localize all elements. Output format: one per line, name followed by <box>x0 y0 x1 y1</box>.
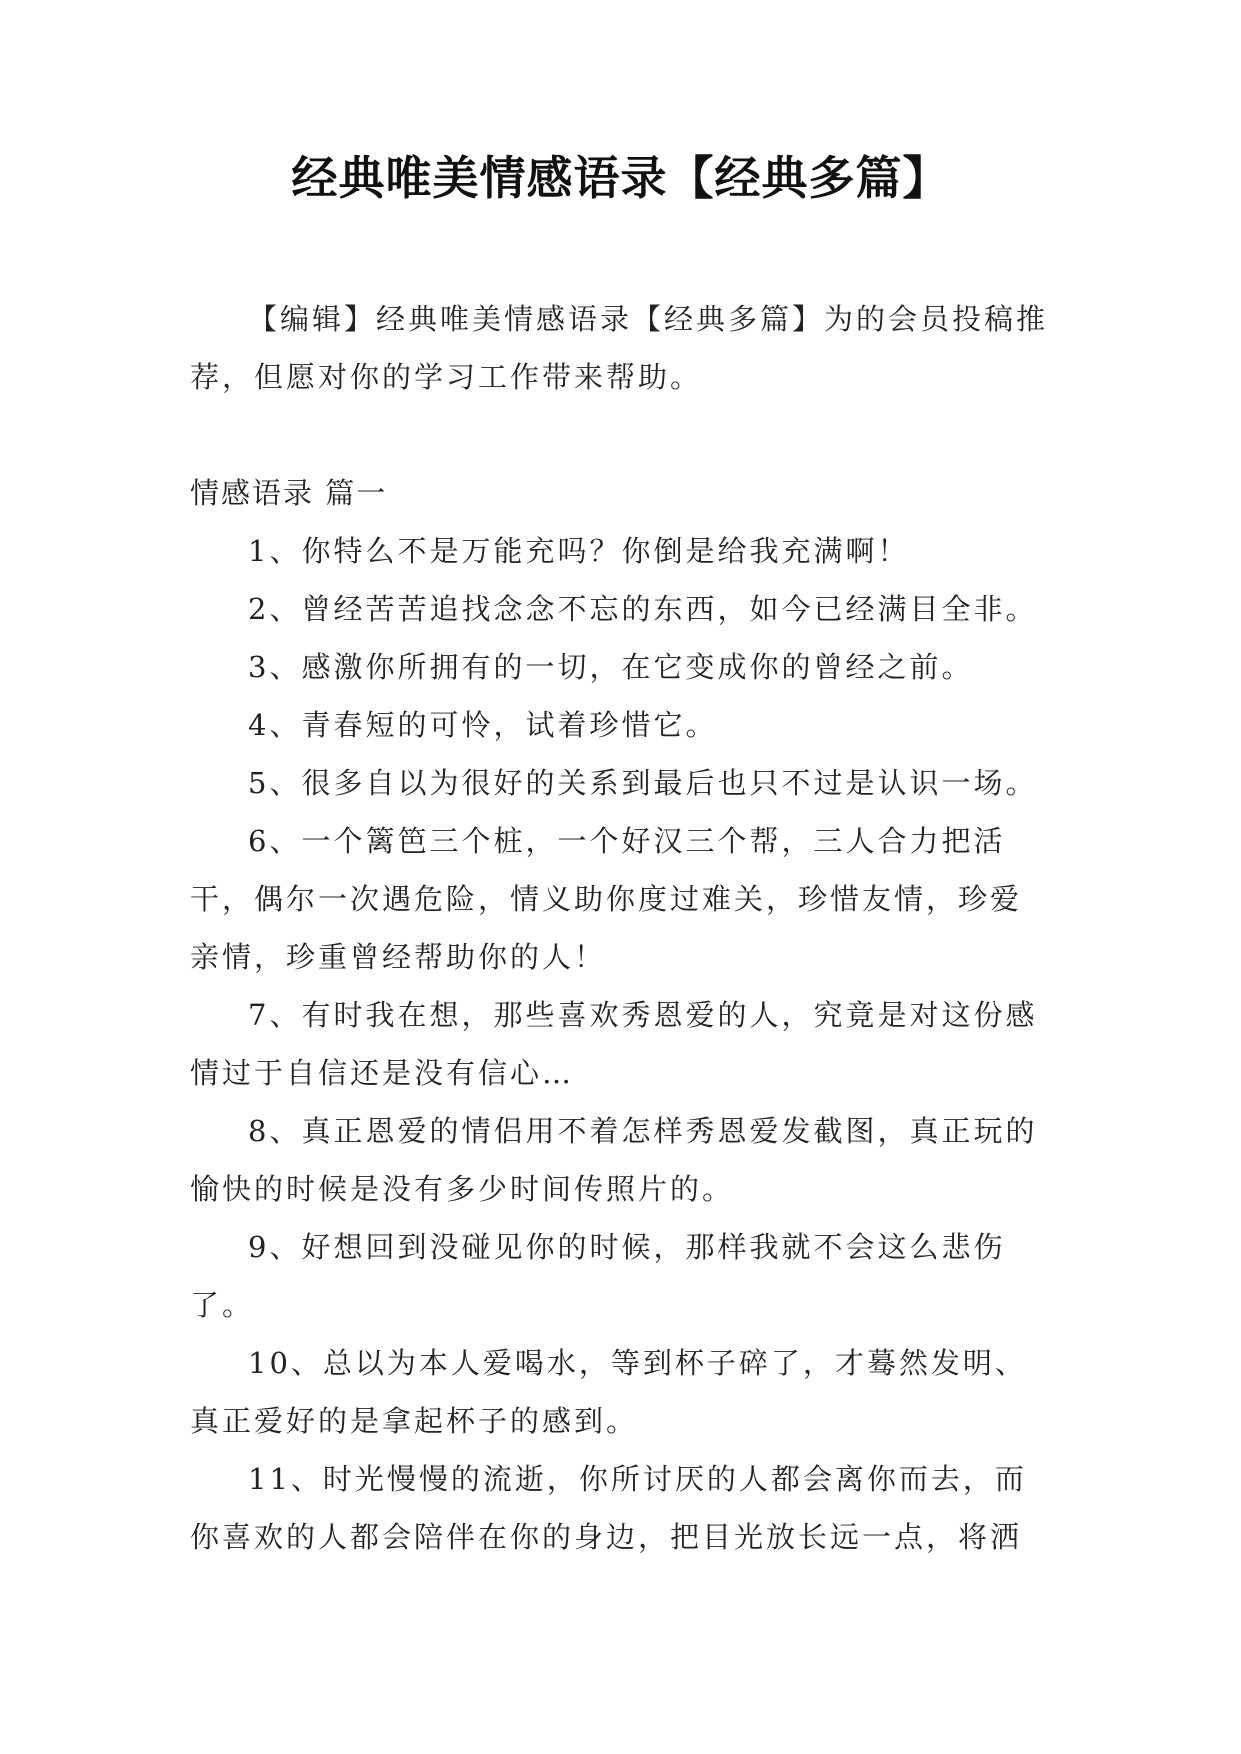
list-item: 8、真正恩爱的情侣用不着怎样秀恩爱发截图，真正玩的愉快的时候是没有多少时间传照片的。 <box>190 1114 1038 1206</box>
list-item: 5、很多自以为很好的关系到最后也只不过是认识一场。 <box>248 766 1038 800</box>
list-item: 1、你特么不是万能充吗？你倒是给我充满啊！ <box>248 534 910 568</box>
list-item: 2、曾经苦苦追找念念不忘的东西，如今已经满目全非。 <box>248 592 1038 626</box>
intro-paragraph: 【编辑】经典唯美情感语录【经典多篇】为的会员投稿推荐，但愿对你的学习工作带来帮助。 <box>190 302 1049 394</box>
list-item: 7、有时我在想，那些喜欢秀恩爱的人，究竟是对这份感情过于自信还是没有信心… <box>190 998 1038 1090</box>
document-body <box>190 290 1050 1566</box>
page-title: 经典唯美情感语录【经典多篇】 <box>291 151 950 205</box>
list-item: 6、一个篱笆三个桩，一个好汉三个帮，三人合力把活干，偶尔一次遇危险，情义助你度过难关，珍惜友情，珍爱亲情，珍重曾经帮助你的人！ <box>190 824 1023 974</box>
list-item: 11、时光慢慢的流逝，你所讨厌的人都会离你而去，而你喜欢的人都会陪伴在你的身边，把目光放长远一点，将洒 <box>190 1462 1027 1554</box>
list-item: 4、青春短的可怜，试着珍惜它。 <box>248 708 718 742</box>
list-item: 3、感激你所拥有的一切，在它变成你的曾经之前。 <box>248 650 974 684</box>
section-heading: 情感语录 篇一 <box>190 476 388 510</box>
list-item: 10、总以为本人爱喝水，等到杯子碎了，才蓦然发明、真正爱好的是拿起杯子的感到。 <box>190 1346 1027 1438</box>
list-item: 9、好想回到没碰见你的时候，那样我就不会这么悲伤了。 <box>190 1230 1006 1322</box>
